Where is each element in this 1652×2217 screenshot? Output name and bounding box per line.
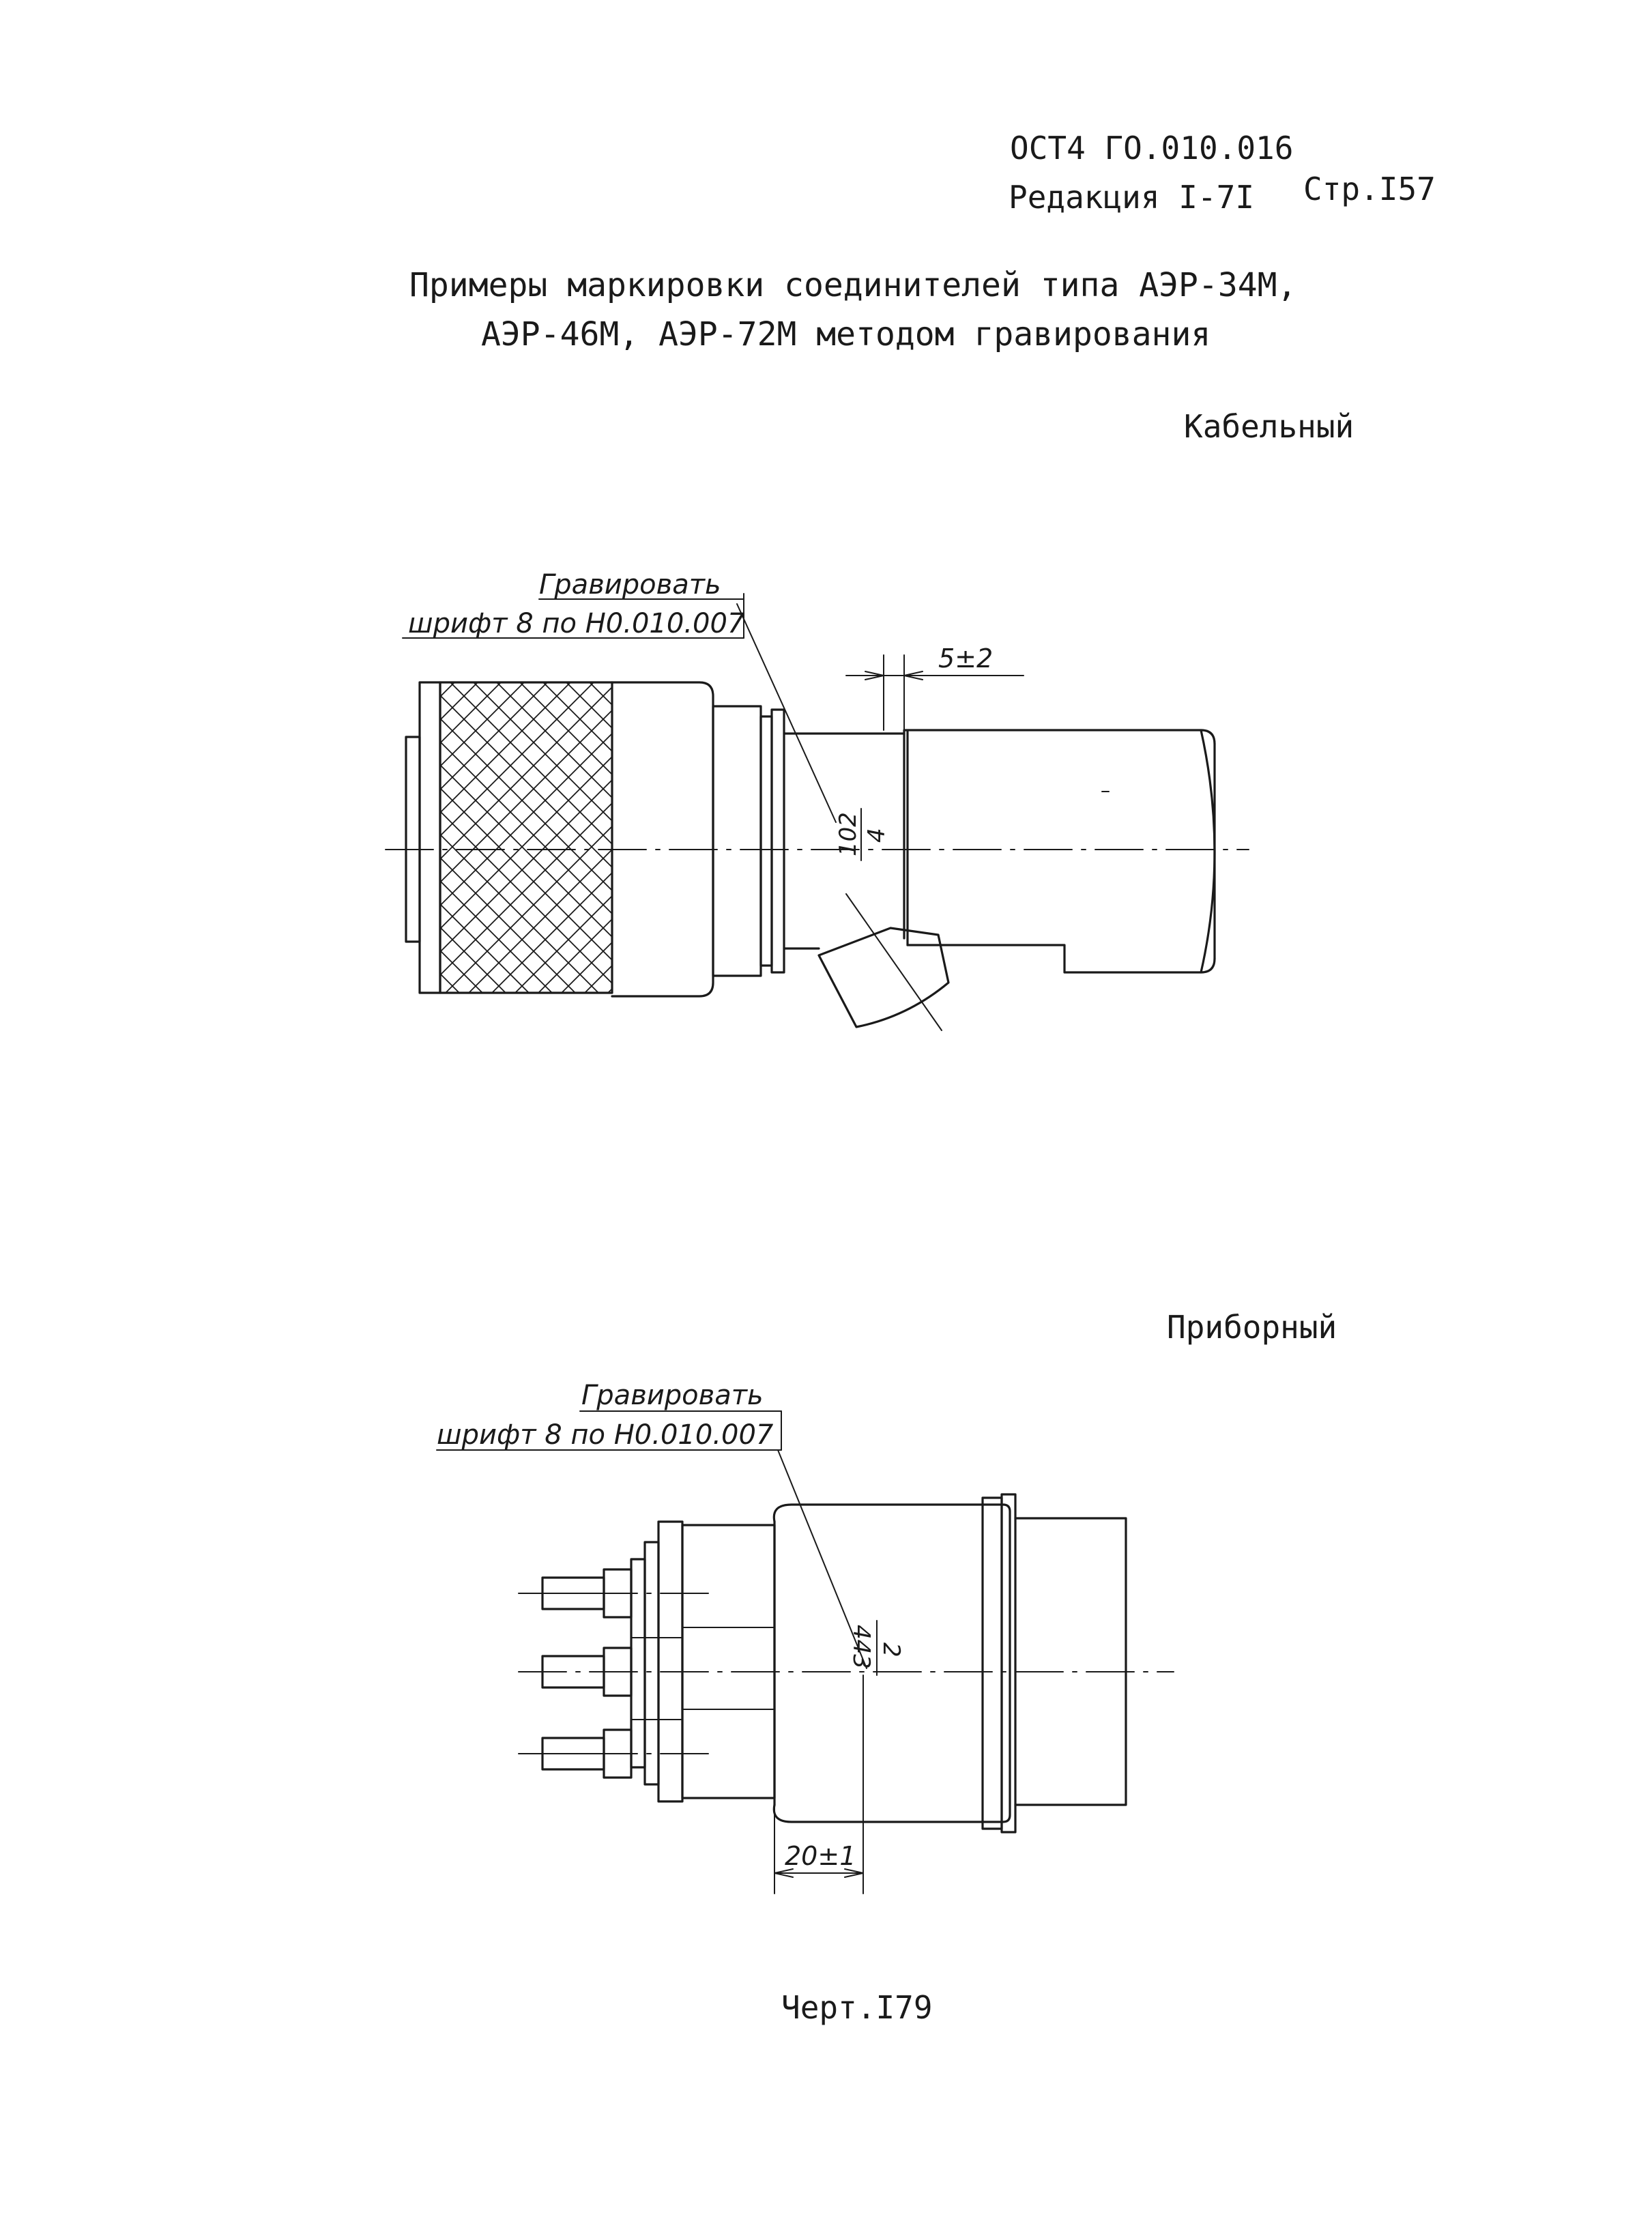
cable-note-line-2: шрифт 8 по Н0.010.007 [408, 608, 745, 639]
device-length-dimension: 20±1 [785, 1841, 856, 1871]
edition-label: Редакция I-7I [1009, 179, 1255, 216]
cable-offset-dimension: 5±2 [938, 643, 994, 673]
drawing-caption: Черт.I79 [781, 1989, 933, 2026]
page-title-line-2: АЭР-46М, АЭР-72М методом гравирования [481, 315, 1211, 353]
page-title-line-1: Примеры маркировки соединителей типа АЭР-34М, [409, 266, 1297, 304]
device-connector-drawing [437, 1380, 1174, 1894]
device-note-line-1: Гравировать [581, 1380, 764, 1411]
device-marking-denominator: 443 [847, 1625, 875, 1669]
device-section-label: Приборный [1167, 1309, 1337, 1346]
page-number: Стр.I57 [1303, 171, 1436, 207]
cable-connector-drawing [386, 569, 1249, 1030]
cable-marking-denominator: 4 [863, 828, 890, 843]
cable-section-label: Кабельный [1184, 408, 1354, 445]
cable-marking-number: 102 [835, 812, 862, 856]
cable-note-line-1: Гравировать [539, 569, 721, 600]
device-marking-number: 2 [878, 1642, 905, 1657]
device-note-line-2: шрифт 8 по Н0.010.007 [437, 1419, 774, 1451]
knurled-nut-hatching [440, 682, 612, 993]
standard-number: ОСТ4 ГО.010.016 [1010, 130, 1294, 166]
